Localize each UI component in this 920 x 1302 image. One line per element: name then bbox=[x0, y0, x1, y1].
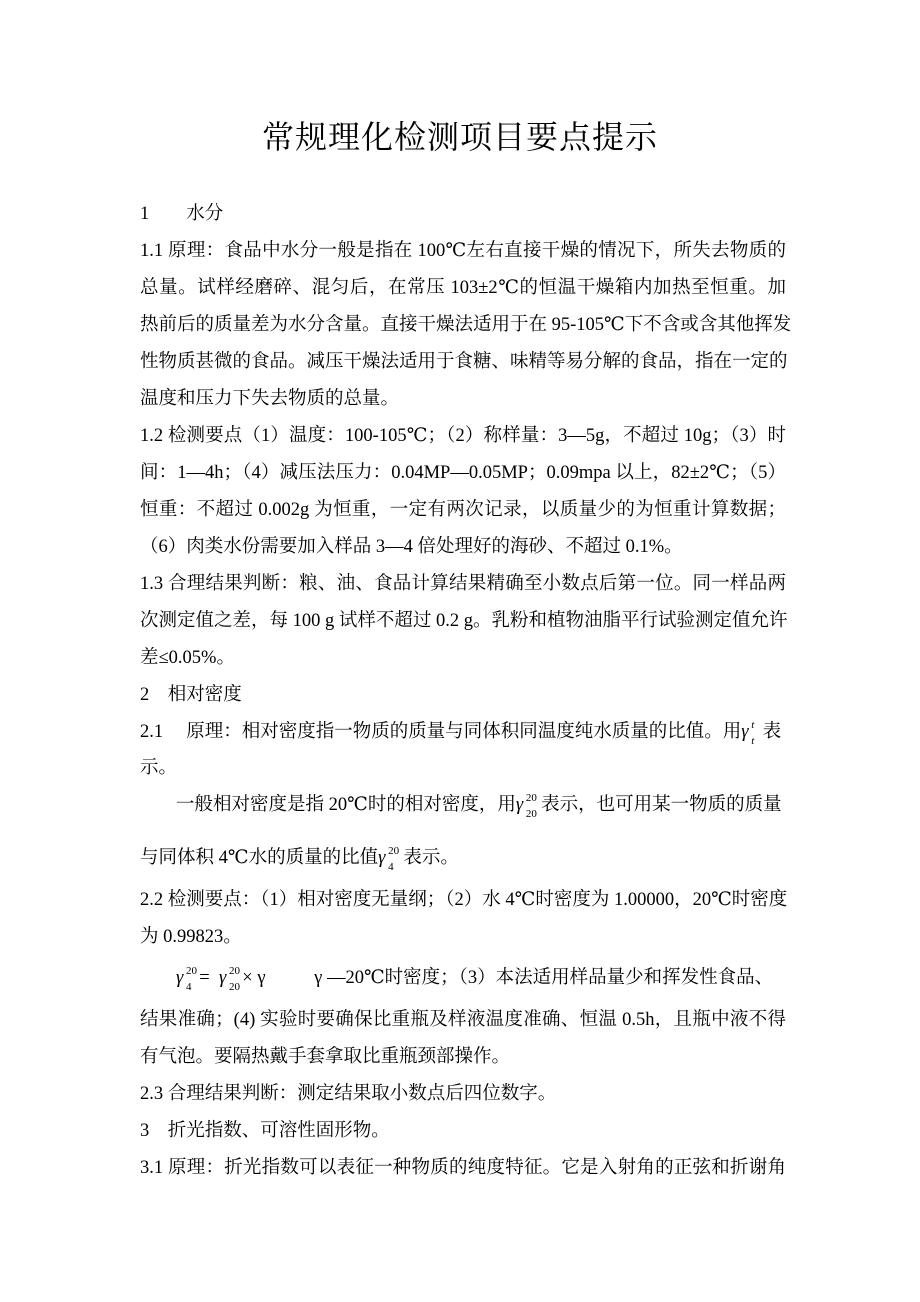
paragraph-line: 为 0.99823。 bbox=[140, 927, 242, 947]
text: 表示，也可用某一物质的质量 bbox=[541, 795, 782, 815]
subscript: 20 bbox=[525, 808, 537, 820]
gamma: γ bbox=[218, 968, 227, 988]
paragraph-line: 间：1—4h；（4）减压法压力：0.04MP—0.05MP；0.09mpa 以上，82±2℃；（5） bbox=[140, 463, 786, 483]
text: 一般相对密度是指 20℃时的相对密度，用 bbox=[176, 795, 516, 815]
paragraph-line: 1.2 检测要点（1）温度：100-105℃；（2）称样量：3—5g，不超过 10g；（3）时 bbox=[140, 426, 786, 446]
paragraph-line bbox=[176, 792, 786, 820]
paragraph-line: 热前后的质量差为水分含量。直接干燥法适用于在 95-105℃下不含或含其他挥发 bbox=[140, 315, 792, 335]
gamma-20-20-symbol bbox=[515, 792, 537, 820]
paragraph-line bbox=[140, 719, 786, 747]
superscript: 20 bbox=[388, 845, 400, 857]
paragraph-line: 总量。试样经磨碎、混匀后，在常压 103±2℃的恒温干燥箱内加热至恒重。加 bbox=[140, 278, 786, 298]
gamma: γ bbox=[176, 968, 184, 988]
paragraph-line: 2.2 检测要点：（1）相对密度无量纲；（2）水 4℃时密度为 1.00000，20℃时密度 bbox=[140, 890, 788, 910]
paragraph-line: 温度和压力下失去物质的总量。 bbox=[140, 389, 400, 409]
paragraph-line: 示。 bbox=[140, 758, 178, 778]
paragraph-line: 1.1 原理：食品中水分一般是指在 100℃左右直接干燥的情况下，所失去物质的 bbox=[140, 241, 786, 261]
equals: = bbox=[199, 968, 210, 988]
paragraph-line: 差≤0.05%。 bbox=[140, 648, 235, 668]
gamma-20-20-symbol bbox=[218, 965, 240, 993]
subscript: t bbox=[751, 735, 755, 747]
formula-line bbox=[176, 965, 786, 993]
gamma: γ bbox=[378, 848, 386, 868]
paragraph-line: 恒重：不超过 0.002g 为恒重，一定有两次记录，以质量少的为恒重计算数据； bbox=[140, 500, 786, 520]
superscript: t bbox=[751, 719, 755, 731]
paragraph-line: （6）肉类水份需要加入样品 3—4 倍处理好的海砂、不超过 0.1%。 bbox=[140, 537, 683, 557]
superscript: 20 bbox=[186, 965, 197, 977]
paragraph-line: 1.3 合理结果判断：粮、油、食品计算结果精确至小数点后第一位。同一样品两 bbox=[140, 574, 786, 594]
gamma: γ bbox=[515, 795, 524, 815]
section-heading-density: 2 相对密度 bbox=[140, 685, 242, 705]
times: × γ bbox=[242, 968, 266, 988]
paragraph-line bbox=[140, 845, 786, 873]
gamma-4-20-symbol bbox=[176, 965, 197, 993]
gamma-t-symbol bbox=[741, 719, 755, 747]
document-title: 常规理化检测项目要点提示 bbox=[261, 119, 658, 155]
text: 表示。 bbox=[403, 848, 459, 868]
text: γ —20℃时密度；（3）本法适用样品量少和挥发性食品、 bbox=[314, 968, 774, 988]
paragraph-line: 结果准确；(4) 实验时要确保比重瓶及样液温度准确、恒温 0.5h，且瓶中液不得 bbox=[140, 1010, 786, 1030]
text: 表 bbox=[762, 722, 782, 742]
superscript: 20 bbox=[228, 965, 240, 977]
text: 2.1 原理：相对密度指一物质的质量与同体积同温度纯水质量的比值。用 bbox=[140, 722, 742, 742]
paragraph-line: 2.3 合理结果判断：测定结果取小数点后四位数字。 bbox=[140, 1084, 557, 1104]
gamma-4-20-symbol bbox=[378, 845, 400, 873]
section-heading-refraction: 3 折光指数、可溶性固形物。 bbox=[140, 1121, 390, 1141]
subscript: 4 bbox=[186, 981, 192, 993]
paragraph-line: 3.1 原理：折光指数可以表征一种物质的纯度特征。它是入射角的正弦和折谢角 bbox=[140, 1158, 786, 1178]
superscript: 20 bbox=[525, 792, 537, 804]
subscript: 20 bbox=[228, 981, 240, 993]
section-heading-water: 1 水分 bbox=[140, 204, 224, 224]
paragraph-line: 性物质甚微的食品。减压干燥法适用于食糖、味精等易分解的食品，指在一定的 bbox=[140, 352, 788, 372]
text: 与同体积 4℃水的质量的比值 bbox=[140, 848, 379, 868]
subscript: 4 bbox=[388, 861, 394, 873]
gamma: γ bbox=[741, 722, 749, 742]
paragraph-line: 次测定值之差，每 100 g 试样不超过 0.2 g。乳粉和植物油脂平行试验测定值允许 bbox=[140, 611, 788, 631]
paragraph-line: 有气泡。要隔热戴手套拿取比重瓶颈部操作。 bbox=[140, 1047, 511, 1067]
